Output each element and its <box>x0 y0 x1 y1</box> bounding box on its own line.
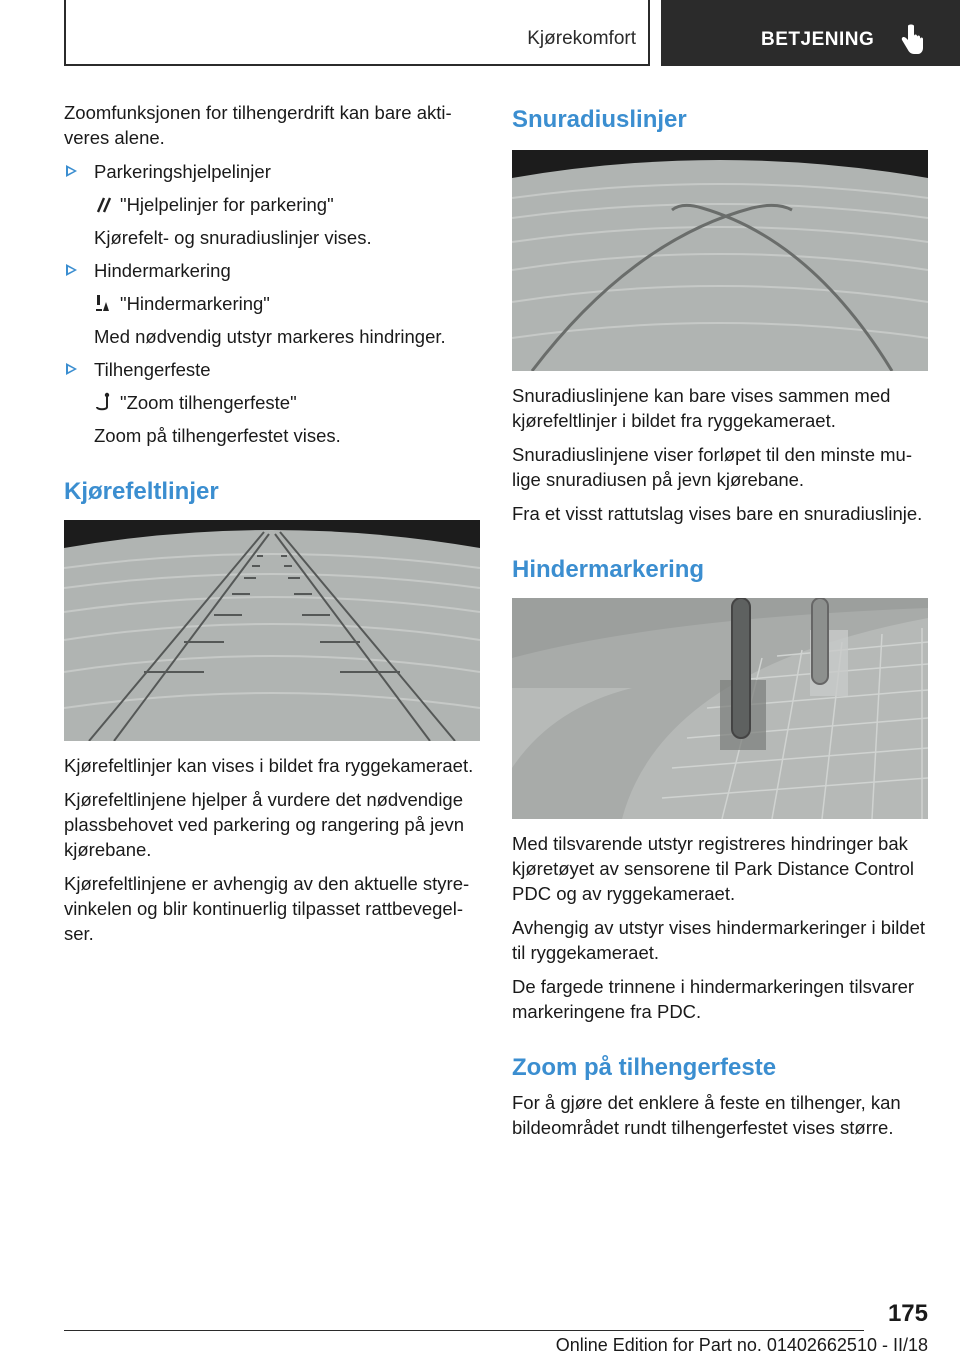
list-item-label: Hindermarkering <box>94 260 231 281</box>
turning-radius-paragraph-3: Fra et visst rattutslag vises bare en snuradiuslinje. <box>512 503 923 524</box>
menu-label: "Hjelpelinjer for parkering" <box>120 194 334 215</box>
list-item-desc: Kjørefelt- og snuradiuslinjer vises. <box>94 227 372 248</box>
header-section-label: BETJENING <box>761 29 875 50</box>
header-border-left <box>64 0 66 66</box>
lane-lines-paragraph-2: Kjørefeltlinjene hjelper å vurdere det nødvendige plassbehovet ved parkering og rangering på jevn kjørebane. <box>64 789 465 860</box>
bullet-triangle-icon <box>66 363 77 375</box>
trailer-hitch-icon <box>94 392 114 412</box>
obstacle-paragraph-1: Med tilsvarende utstyr registreres hindringer bak kjøretøyet av sensorene til Park Distance Control PDC og av ryggekameraet. <box>512 833 915 904</box>
obstacle-paragraph-3: De fargede trinnene i hindermarkeringen tilsvarer markeringene fra PDC. <box>512 976 915 1022</box>
obstacle-marking-figure <box>512 598 928 819</box>
list-item-label: Tilhengerfeste <box>94 359 211 380</box>
list-item-desc: Zoom på tilhengerfestet vises. <box>94 425 341 446</box>
turning-radius-paragraph-1: Snuradiuslinjene kan bare vises sammen med kjørefeltlinjer i bildet fra ryggekameraet. <box>512 385 891 431</box>
header-rule <box>64 64 650 66</box>
list-item-obstacle <box>64 258 480 283</box>
list-item-label: Parkeringshjelpelinjer <box>94 161 271 182</box>
list-item-trailer <box>64 357 480 382</box>
menu-label: "Zoom tilhengerfeste" <box>120 392 297 413</box>
header-section-tab <box>661 0 960 66</box>
bullet-triangle-icon <box>66 165 77 177</box>
turning-radius-figure <box>512 150 928 371</box>
left-column <box>64 100 480 955</box>
heading-obstacle-marking: Hindermarkering <box>512 556 705 583</box>
lane-lines-paragraph-1: Kjørefeltlinjer kan vises i bildet fra ryggekameraet. <box>64 755 474 776</box>
right-column <box>512 100 928 1149</box>
page-number: 175 <box>887 1300 928 1327</box>
menu-label: "Hindermarkering" <box>120 293 270 314</box>
obstacle-paragraph-2: Avhengig av utstyr vises hindermarkeringer i bildet til ryggekameraet. <box>512 917 926 963</box>
menu-item-trailer <box>64 390 480 415</box>
trailer-zoom-paragraph: For å gjøre det enklere å feste en tilhenger, kan bildeområdet rundt tilhengerfestet vises større. <box>512 1092 901 1138</box>
footer-rule <box>64 1330 864 1331</box>
list-item-desc: Med nødvendig utstyr markeres hindringer. <box>94 326 446 347</box>
obstacle-marking-icon <box>94 293 114 313</box>
lane-lines-paragraph-3: Kjørefeltlinjene er avhengig av den aktuelle styrevinkelen og blir kontinuerlig tilpasset rattbevegelser. <box>64 873 470 944</box>
hand-pointer-icon <box>899 24 925 56</box>
heading-turning-radius: Snuradiuslinjer <box>512 106 687 133</box>
header-border-mid <box>648 0 650 66</box>
footer-edition: Online Edition for Part no. 01402662510 - II/18 <box>555 1335 928 1355</box>
menu-item-parking-lines <box>64 192 480 217</box>
turning-radius-paragraph-2: Snuradiuslinjene viser forløpet til den minste mulige snuradiusen på jevn kjørebane. <box>512 444 912 490</box>
bullet-triangle-icon <box>66 264 77 276</box>
intro-paragraph: Zoomfunksjonen for tilhengerdrift kan bare aktiveres alene. <box>64 102 452 148</box>
heading-lane-lines: Kjørefeltlinjer <box>64 478 219 505</box>
lane-lines-figure <box>64 520 480 741</box>
parking-guide-icon <box>94 194 114 214</box>
list-item-parking-lines <box>64 159 480 184</box>
menu-item-obstacle <box>64 291 480 316</box>
header-chapter: Kjørekomfort <box>527 28 636 49</box>
heading-trailer-zoom: Zoom på tilhengerfeste <box>512 1054 777 1081</box>
